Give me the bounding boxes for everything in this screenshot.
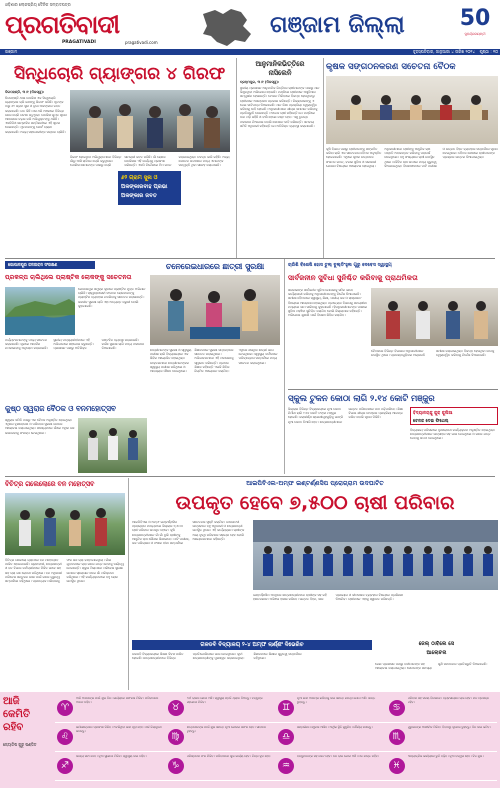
story-12-headline-line-2: ଆଲୋଚନା — [426, 650, 447, 656]
taurus-icon: ♉ — [168, 700, 184, 716]
paper-website: pragativadi.com — [125, 40, 158, 45]
horoscope-title-1: ଆଜି — [3, 696, 20, 707]
story-1-text-cont: ଗିରଫ ହୋଇଥିବା ଅଭିଯୁକ୍ତମାନେ ବିଭିନ୍ନ ଗାଁରୁ ଆସି ରାତିରେ ଚୋରି କରୁଥିଲେ। ପୋଲିସ ସେମାନଙ୍କ ପାଖରୁ ଚୋରି ସାମଗ୍ରୀ ଜବତ କରିଛି। ଗାଁ ଲୋକେ ପୋଲିସର ଏହି କାର୍ଯ୍ୟକୁ ପ୍ରଶଂସା କରିଛନ୍ତି। ଏସପି ନିର୍ଦ୍ଦେଶରେ ଟିମ ଗଠନ କରାଯାଇଥିଲା। ତଦନ୍ତ ଜାରି ରହିଛି। ଅନ୍ୟ କେତେକ ଘଟଣାରେ ମଧ୍ୟ ଏମାନଙ୍କ ସମ୍ପୃକ୍ତି ଥିବା ସନ୍ଦେହ କରାଯାଉଛି। — [70, 155, 230, 168]
story-1-headline: ସିନ୍ଧିଚୋରି ଗ୍ୟାଙ୍ଗର ୪ ଗିରଫ — [14, 64, 226, 84]
story-2-headline-line-1: ଆନୁମାନିକଭିତ୍ତିରେ — [255, 60, 305, 68]
zodiac-aries: ♈ ଆଜି ଆପଣଙ୍କ ପାଇଁ ଶୁଭ ଦିନ। କାର୍ଯ୍ୟରେ ସଫଳତା ମିଳିବ। ପରିବାରରେ ଆନନ୍ଦ ରହିବ। — [55, 694, 166, 722]
cancer-icon: ♋ — [389, 700, 405, 716]
zodiac-taurus: ♉ ଅର୍ଥ ଲାଭର ଯୋଗ ଅଛି। ସ୍ୱାସ୍ଥ୍ୟ ପ୍ରତି ଧ୍ୟାନ ଦିଅନ୍ତୁ। ବନ୍ଧୁଙ୍କ ସହଯୋଗ ମିଳିବ। — [166, 694, 277, 722]
story-9-photo — [5, 493, 125, 555]
zodiac-sagittarius: ♐ ଭାଗ୍ୟ ସାଥ ଦେବ। ନୂଆ ସୁଯୋଗ ମିଳିବ। ସ୍ୱାସ୍ଥ୍ୟ ଭଲ ରହିବ। — [55, 752, 166, 780]
story-10-kicker: ଆଇପିବିଏଲ-ଅମ୍ଫ ଇଣ୍ଟର୍ଣ୍ଣସିପ ପ୍ରୋଗ୍ରାମ ଉଦଘାଟିତ — [246, 480, 384, 487]
date-line: ବୃହସ୍ପତିବାର, ଜାନୁଆରୀ ୪ ତାରିଖ ୨୦୨୪ — [413, 49, 475, 54]
story-5-text: ଗୋପାଳପୁର ସମୁଦ୍ର କୂଳରେ ପ୍ଲାଷ୍ଟିକ ମୁକ୍ତ ଅଭିଯାନ ଚାଲିଛି। ସ୍ୱେଚ୍ଛାସେବୀ ସଂଗଠନ ଲୋକମାନଙ୍କୁ ପ୍ଲାଷ୍ଟିକ ବ୍ୟବହାର ନକରିବାକୁ ସଚେତନ କରାଉଛନ୍ତି। ଜଳଜୀବ ସୁରକ୍ଷା ଲାଗି ଏହା ଅତ୍ୟନ୍ତ ଜରୁରୀ ବୋଲି କୁହାଯାଇଛି। — [78, 287, 146, 308]
story-7-headline: କୁଷ୍ଠ ସ୍ୱରାଜ ବୈଠକ ଓ ବନମହୋତ୍ସବ — [5, 404, 116, 413]
horoscope-header — [3, 695, 53, 785]
story-10-headline: ଉପକୃତ ହେବେ ୭,୫୦୦ ଚାଷୀ ପରିବାର — [175, 492, 455, 514]
row-rule-2 — [5, 476, 495, 477]
story-5-tag: ଗୋପାଳପୁର ଜଳଜୀବନ ସଂରକ୍ଷଣ — [5, 261, 95, 269]
story-5-photo — [5, 287, 75, 335]
story-8-kicker-line-2: ଚେଳକ ଦେଇ ଫିଥେଲ୍ — [413, 417, 449, 423]
story-12-headline — [375, 640, 498, 660]
story-8-headline: ସ୍କୁଲ ଟୁକନ କୋଠା ଲାଗି ୨.୧୪ କୋଟି ମଞ୍ଜୁର — [288, 393, 435, 403]
story-8-kicker-box — [410, 407, 498, 425]
horoscope-title-3: ରହିବ — [3, 722, 24, 733]
story-10-photo — [253, 520, 498, 590]
aquarius-icon: ♒ — [278, 758, 294, 774]
column-rule — [236, 58, 237, 258]
story-5-text-cont: ପର୍ଯ୍ୟଟକମାନଙ୍କୁ ମଧ୍ୟ ସଚେତନ କରାଯାଉଛି। କୂଳରେ ଆବର୍ଜନା ନପକାଇବାକୁ ଅନୁରୋଧ କରାଯାଇଛି। ସ୍ଥାନୀୟ ମତ୍ସ୍ୟଜୀବୀମାନେ ଏହି ଅଭିଯାନରେ ସହଯୋଗ କରୁଛନ୍ତି। ପ୍ରଶାସନ ପକ୍ଷରୁ ଅତିରିକ୍ତ ଡଷ୍ଟବିନ ବ୍ୟବସ୍ଥା କରାଯାଇଛି। କଇଁଛ ସୁରକ୍ଷା ଲାଗି ମଧ୍ୟ ପଦକ୍ଷେପ ନିଆଯାଇଛି। — [5, 338, 145, 351]
story-1-highlight-box — [118, 171, 181, 205]
paper-name-en: PRAGATIVADI — [62, 40, 96, 45]
column-rule-3 — [284, 259, 285, 474]
story-3-text: କୃଷି ବିଭାଗ ପକ୍ଷରୁ ଚାଷୀମାନଙ୍କୁ ସଙ୍ଗଠିତ କରିବା ଲାଗି ଏକ ସଚେତନତା ବୈଠକ ଅନୁଷ୍ଠିତ ହୋଇଯାଇଛି। ଏଥିରେ କୃଷକ ଉତ୍ପାଦକ ସଂଗଠନ ଗଠନ, ବଜାର ସୁବିଧା ଓ ସରକାରୀ ଯୋଜନା ବିଷୟରେ ଆଲୋଚନା ହୋଇଥିଲା। ଅଧିକାରୀମାନେ ଚାଷୀଙ୍କୁ ଆଧୁନିକ ଚାଷ ପଦ୍ଧତି ଅବଲମ୍ବନ କରିବାକୁ ପରାମର୍ଶ ଦେଇଥିଲେ। ବହୁ ସଂଖ୍ୟାରେ ଚାଷୀ ଉପସ୍ଥିତ ଥିଲେ। ଜୈବିକ ଚାଷ ଉପରେ ମଧ୍ୟ ଗୁରୁତ୍ୱ ଦିଆଯାଇଥିଲା। ବିଶେଷଜ୍ଞମାନେ ମାଟି ପରୀକ୍ଷା ଓ ଉନ୍ନତ ବିହନ ବ୍ୟବହାର ସମ୍ପର୍କରେ ସୂଚନା ଦେଇଥିଲେ। ବୈଠକ ଶେଷରେ ଚାଷୀମାନଙ୍କ ପ୍ରଶ୍ନର ଉତ୍ତର ଦିଆଯାଇଥିଲା। — [326, 147, 498, 168]
story-9-text: ବିଚିତ୍ର ଗଲେଲୋ ଗ୍ରାମରେ ବନ ମହୋତ୍ସବ ପାଳିତ ହୋଇଯାଇଛି। ଗ୍ରାମବାସୀ, ଛାତ୍ରଛାତ୍ରୀ ଓ ବନ ବିଭାଗ କର୍ମଚାରୀମାନେ ମିଳିତ ଭାବେ ଶହ ଶହ ଚାରା ଗଛ ରୋପଣ କରିଥିଲେ। ବନ ଅଧିକାରୀ ପରିବେଶ ସନ୍ତୁଳନ ରକ୍ଷା ପାଇଁ ଗଛର ଗୁରୁତ୍ୱ ସମ୍ପର୍କରେ କହିଥିଲେ। ପ୍ରତ୍ୟେକ ପରିବାରକୁ ଫଳ ଗଛ ଚାରା ବଣ୍ଟାଯାଇଥିଲା। ଗାଁର ଯୁବକମାନେ ଚାରା ଗଛର ଯତ୍ନ ନେବାକୁ ଦାୟିତ୍ୱ ନେଇଛନ୍ତି। ସ୍କୁଲ ପିଲାମାନେ ପରିବେଶ ସୁରକ୍ଷା ଉପରେ ସ୍ଲୋଗାନ ଦେଇ ଗାଁ ପରିକ୍ରମା କରିଥିଲେ। ଏହି କାର୍ଯ୍ୟକ୍ରମରେ ବହୁ ଲୋକ ଉପସ୍ଥିତ ଥିଲେ। — [5, 558, 124, 584]
capricorn-icon: ♑ — [168, 758, 184, 774]
story-11-headline: ଗଳଡବି ବିଦ୍ୟାଳୟ ୨-୪ ଅମ୍ଫ ଲାର୍ଣ୍ଣଂ ଦିଭେରିଚ — [200, 642, 304, 648]
anniversary-number: 50 — [459, 6, 491, 31]
sagittarius-icon: ♐ — [57, 758, 73, 774]
story-6-headline: ସାର୍ବଜନୀନ ସୁବିଧା ସୁନିଶ୍ଚିତ କରିବାକୁ ପ୍ରାଥମିକତା — [288, 273, 418, 282]
story-8-kicker-line-1: ବିଦ୍ୟାଳୟକୁ କୁକ୍ କୁଲିଆ — [413, 410, 453, 415]
story-8-text: ଜିଲ୍ଲାର ବିଭିନ୍ନ ବିଦ୍ୟାଳୟରେ ନୂଆ କୋଠା ନିର୍ମାଣ ଲାଗି ୨.୧୪ କୋଟି ଟଙ୍କା ମଞ୍ଜୁର ହୋଇଛି। ଜରାଜୀର୍ଣ୍ଣ ଶ୍ରେଣୀଗୃହଗୁଡ଼ିକୁ ଭାଙ୍ଗି ନୂଆ କୋଠା ତିଆରି ହେବ। ଛାତ୍ରଛାତ୍ରୀମାନେ ଉନ୍ନତ ପରିବେଶରେ ପାଠ ପଢ଼ିପାରିବେ। ଶିକ୍ଷା ବିଭାଗ ଶୀଘ୍ର ଟେଣ୍ଡର ପ୍ରକ୍ରିୟା ଆରମ୍ଭ କରିବ ବୋଲି ସୂଚନା ମିଳିଛି। — [288, 407, 404, 424]
zodiac-cancer: ♋ ପରିବାର ସହ ସମୟ ବିତାଇବେ। ବ୍ୟବସାୟରେ ଲାଭ ହେବ। ମନ ପ୍ରସନ୍ନ ରହିବ। — [387, 694, 498, 722]
zodiac-libra: ♎ ସମ୍ପର୍କରେ ମଧୁରତା ଆସିବ। ଆର୍ଥିକ ସ୍ଥିତି ସୁଧୁରିବ। ଧୈର୍ଯ୍ୟ ରଖନ୍ତୁ। — [276, 723, 387, 751]
story-4-photo — [150, 275, 280, 345]
anniversary-logo — [455, 6, 495, 46]
story-8-rule — [288, 389, 498, 390]
story-9-headline: ବିଚିତ୍ର ଗଲେଲୋରେ ବନ ମହୋତ୍ସବ — [5, 481, 95, 488]
story-4-text: ଛାତ୍ରୀମାନଙ୍କ ସୁରକ୍ଷା ଓ ସ୍ୱାସ୍ଥ୍ୟ ପରୀକ୍ଷା ଲାଗି ବିଦ୍ୟାଳୟରେ ଏକ ଶିବିର ଆୟୋଜିତ ହୋଇଥିଲା। ଡାକ୍ତରମାନେ ଛାତ୍ରୀମାନଙ୍କର ସ୍ୱାସ୍ଥ୍ୟ ପରୀକ୍ଷା କରିଥିଲେ ଓ ଆବଶ୍ୟକ ଔଷଧ ଦେଇଥିଲେ। ଶିକ୍ଷକମାନେ ସୁରକ୍ଷା ସମ୍ବନ୍ଧରେ ସଚେତନ କରାଇଥିଲେ। ଅଭିଭାବକମାନେ ଏହି ପଦକ୍ଷେପକୁ ସ୍ୱାଗତ କରିଛନ୍ତି। ପ୍ରଧାନ ଶିକ୍ଷକ କହିଛନ୍ତି ଏଭଳି ଶିବିର ନିୟମିତ ଆୟୋଜନ କରାଯିବ। ଏଥିରେ ଶତାଧିକ ଛାତ୍ରୀ ଭାଗ ନେଇଥିଲେ। ସ୍ୱାସ୍ଥ୍ୟ କର୍ମୀମାନେ ପରିଚ୍ଛନ୍ନତା ସମ୍ପର୍କରେ ମଧ୍ୟ ସଚେତନ କରାଇଥିଲେ। — [150, 348, 278, 374]
story-1-photo — [70, 90, 230, 152]
tagline: ଓଡ଼ିଶାର ଲୋକପ୍ରିୟ ଦୈନିକ ସମ୍ବାଦପତ୍ର — [5, 2, 71, 7]
story-10-text: ଆଇପିବିଏଲ ଓ ଅମ୍ଫ ଇଣ୍ଟର୍ଣ୍ଣସିପ ପ୍ରୋଗ୍ରାମ ମାଧ୍ୟମରେ ଜିଲ୍ଲାର ୭,୫୦୦ ଚାଷୀ ପରିବାର ଉପକୃତ ହେବେ। କୃଷି ଛାତ୍ରଛାତ୍ରୀମାନେ ଗାଁ ଗାଁ ବୁଲି ଚାଷୀଙ୍କୁ ଆଧୁନିକ ଚାଷ କୌଶଳ ଶିଖାଇବେ। ମାଟି ପରୀକ୍ଷା, ଜଳ ପରିଚାଳନା ଓ ଫସଲ ବୀମା ସମ୍ପର୍କରେ ସଚେତନତା ସୃଷ୍ଟି କରାଯିବ। ଉଦଘାଟନୀ ଉତ୍ସବରେ ବହୁ ଅଧିକାରୀ ଓ ଛାତ୍ରଛାତ୍ରୀ ଉପସ୍ଥିତ ଥିଲେ। ଏହି କାର୍ଯ୍ୟକ୍ରମ ଚାଷୀଙ୍କ ଆୟ ବୃଦ୍ଧି କରିବାରେ ସହାୟକ ହେବ ବୋଲି ଆୟୋଜକମାନେ କହିଛନ୍ତି। — [132, 520, 245, 546]
zodiac-pisces: ♓ ଆଧ୍ୟାତ୍ମିକ କାର୍ଯ୍ୟରେ ରୁଚି ବଢ଼ିବ। ନୂଆ ବନ୍ଧୁତା ହେବ। ଦିନ ଶୁଭ। — [387, 752, 498, 780]
libra-icon: ♎ — [278, 729, 294, 745]
column-rule-2 — [323, 58, 324, 258]
district-map-icon — [197, 6, 257, 48]
aries-icon: ♈ — [57, 700, 73, 716]
zodiac-gemini: ♊ ନୂଆ କାମ ଆରମ୍ଭ କରିବାକୁ ଭଲ ସମୟ। ଯାତ୍ରା ଯୋଗ ଅଛି। ଶାନ୍ତ ରୁହନ୍ତୁ। — [276, 694, 387, 722]
story-12-text: ଜେଲ ପ୍ରଶାସନ ପକ୍ଷରୁ ବନ୍ଦୀମାନଙ୍କ ସହ ଆଲୋଚନା କରାଯାଇଥିଲା। ସେମାନଙ୍କ ସମସ୍ୟା ଶୁଣି ସମାଧାନର ପ୍ରତିଶ୍ରୁତି ଦିଆଯାଇଛି। — [375, 662, 488, 671]
zodiac-scorpio: ♏ ଗୁରୁଜନଙ୍କ ଆଶୀର୍ବାଦ ମିଳିବ। ବିବାଦରୁ ଦୂରେଇ ରୁହନ୍ତୁ। ଦିନ ଭଲ କଟିବ। — [387, 723, 498, 751]
story-6-text: ସରକାରଙ୍କ ସାର୍ବଜନୀନ ସୁବିଧା ଯୋଜନାକୁ ସଠିକ ଭାବେ କାର୍ଯ୍ୟକାରୀ କରିବାକୁ ଅଧିକାରୀମାନଙ୍କୁ ନିର୍ଦ୍ଦେଶ ଦିଆଯାଇଛି। ସମୀକ୍ଷା ବୈଠକରେ ସ୍ୱାସ୍ଥ୍ୟ, ଶିକ୍ଷା, ପାନୀୟ ଜଳ ଓ ରାସ୍ତାଘାଟ ବିଷୟରେ ଆଲୋଚନା ହୋଇଥିଲା। ପ୍ରତ୍ୟେକ ବିଭାଗକୁ ସମୟସୀମା ମଧ୍ୟରେ କାମ ସାରିବାକୁ କୁହାଯାଇଛି। ହିତାଧିକାରୀମାନଙ୍କ ପାଖରେ ସୁବିଧା ପହଞ୍ଚିବା ସୁନିଶ୍ଚିତ କରାଯିବ ବୋଲି ଜିଲ୍ଲାପାଳ କହିଛନ୍ତି। ଅଭିଯୋଗ ଶୁଣାଣି ପାଇଁ ବିଶେଷ ଶିବିର କରାଯିବ। — [288, 288, 368, 318]
district-title: ଗଞ୍ଜାମ ଜିଲ୍ଲା — [270, 12, 405, 38]
story-6-photo — [371, 288, 498, 346]
scorpio-icon: ♏ — [389, 729, 405, 745]
story-7-text: ସ୍ୱରାଜ ସମିତି ପକ୍ଷରୁ ଏକ ବୈଠକ ଅନୁଷ୍ଠିତ ହୋଇଥିଲା। ଏଥିରେ ବୃକ୍ଷରୋପଣ ଓ ପରିବେଶ ସୁରକ୍ଷା ଉପରେ ଆଲୋଚନା କରାଯାଇଥିଲା। ସଦସ୍ୟମାନେ ଗାଁରେ ଅଧିକ ଗଛ ଲଗାଇବାକୁ ସଂକଳ୍ପ ନେଇଥିଲେ। — [5, 418, 75, 435]
paper-logo: ପ୍ରଗତିବାଦୀ — [5, 10, 120, 39]
story-6-headline-kicker: ଚାରିଶି ବିଶେଷି ହୋସ ଚୁଲ୍ ବୁଲ୍ଡିଂହୁଲ ଗୁରୁ ଦେବେସ ସ୍ୱାସ୍ଥ୍ୟ — [288, 263, 392, 268]
story-2-headline-line-2: ନାସିଲେନି — [268, 69, 292, 77]
story-1-box-line-1: ୬୨ ଗ୍ରାମ ସୁନା ଓ — [121, 175, 158, 181]
horoscope-grid — [55, 694, 497, 786]
story-1-box-line-3: ଅଳଙ୍କାର ଜବତ — [121, 193, 157, 199]
story-3-photo — [326, 76, 498, 144]
story-12-headline-line-1: ଜେଲ୍ ଠାବିଲେ ସେ — [418, 641, 455, 647]
pisces-icon: ♓ — [389, 758, 405, 774]
page-label: ଗଞ୍ଜାମ — [5, 49, 18, 54]
anniversary-label: ସୁବର୍ଣ୍ଣଜୟନ୍ତୀ — [464, 32, 486, 36]
story-6-text-cont: ବୈଠକରେ ବିଭିନ୍ନ ବିଭାଗର ଅଧିକାରୀମାନେ ଉପସ୍ଥିତ ଥିଲେ। ପ୍ରକଳ୍ପଗୁଡ଼ିକର ଅଗ୍ରଗତି ସମୀକ୍ଷା କରାଯାଇଥିଲା। ବିଳମ୍ବ ହେଉଥିବା କାମକୁ ତ୍ୱରାନ୍ୱିତ କରିବାକୁ ନିର୍ଦ୍ଦେଶ ଦିଆଯାଇଛି। — [371, 349, 495, 358]
story-4-headline: ଚନେରେଇଧାରରେ ଛାତ୍ରୀ ସୁରକ୍ଷା — [165, 262, 265, 271]
leo-icon: ♌ — [57, 729, 73, 745]
story-2-headline — [240, 60, 320, 78]
story-3-headline: କୃଷକ ସଙ୍ଗଠନକରଣ ସଚେତନା ବୈଠକ — [326, 62, 456, 72]
zodiac-capricorn: ♑ ପରିଶ୍ରମର ଫଳ ମିଳିବ। ପରିବାରରେ ଶୁଭ କାର୍ଯ୍ୟ ହେବ। ଚିନ୍ତା ଦୂର ହେବ। — [166, 752, 277, 780]
story-10-text-cont: ଇଣ୍ଟର୍ଣ୍ଣସିପ ଅବଧିରେ ଛାତ୍ରଛାତ୍ରୀମାନେ ଚାଷୀଙ୍କ ସହ ରହି ହାତେକଲମେ ଅଭିଜ୍ଞତା ହାସଲ କରିବେ। ଉନ୍ନତ ବିହନ, ସାର ପ୍ରୟୋଗ ଓ କୀଟନାଶକ ବ୍ୟବହାର ବିଷୟରେ ପ୍ରଶିକ୍ଷଣ ଦିଆଯିବ। ଚାଷୀମାନେ ଏହାକୁ ସ୍ୱାଗତ କରିଛନ୍ତି। — [253, 593, 403, 602]
story-8-kicker-text: ବିଦ୍ୟାଳୟ ପରିସରରେ ବୃକ୍ଷରୋପଣ କାର୍ଯ୍ୟକ୍ରମ ଅନୁଷ୍ଠିତ ହୋଇଥିଲା। ଛାତ୍ରଛାତ୍ରୀମାନେ ଉତ୍ସାହର ସହ ଭାଗ ନେଇଥିଲେ ଓ ଗଛର ଯତ୍ନ ନେବାକୁ ଶପଥ ନେଇଥିଲେ। — [410, 428, 496, 441]
zodiac-aquarius: ♒ ବନ୍ଧୁମାନଙ୍କ ସହ ଭେଟ ହେବ। ଧନ ଲାଭ ଯୋଗ ଅଛି। ମନ ଶାନ୍ତ ରହିବ। — [276, 752, 387, 780]
horoscope-author: ଜ୍ୟୋତିଷ ଗୁରୁ ପଣ୍ଡିତ — [3, 742, 37, 747]
zodiac-virgo: ♍ ଛାତ୍ରମାନଙ୍କ ପାଇଁ ଶୁଭ ସମୟ। ନୂଆ ଯୋଜନା ସଫଳ ହେବ। ସାବଧାନ ରୁହନ୍ତୁ। — [166, 723, 277, 751]
row-rule-1 — [5, 258, 495, 259]
zodiac-leo: ♌ କର୍ମକ୍ଷେତ୍ରରେ ପ୍ରଶଂସା ମିଳିବ। ଅଟକିଥିବା କାମ ପୂରା ହେବ। ଖର୍ଚ୍ଚ ନିୟନ୍ତ୍ରଣ କରନ୍ତୁ। — [55, 723, 166, 751]
virgo-icon: ♍ — [168, 729, 184, 745]
story-2-byline: ବ୍ରହ୍ମପୁର, ୩।୧ (ନିଜସ୍ୱ): — [240, 80, 280, 84]
story-1-text: ଦିଗପହଣ୍ଡି ଥାନା ପୋଲିସ ଏକ ସିନ୍ଧିଚୋରି ଗ୍ୟାଙ୍ଗର ଚାରି ଜଣଙ୍କୁ ଗିରଫ କରିଛି। ଧୃତଙ୍କ ଠାରୁ ୬୨ ଗ୍ରାମ ସୁନା ଓ ରୂପା ଅଳଙ୍କାର ଜବତ କରାଯାଇଛି। ଗତ କିଛି ମାସ ଧରି ଅଞ୍ଚଳରେ ବିଭିନ୍ନ ଘରେ ଚୋରି ଘଟଣା ଘଟୁଥିଲା। ପୋଲିସ ଗୁପ୍ତ ସୂଚନା ଆଧାରରେ ଚଢ଼ଉ କରି ଅଭିଯୁକ୍ତଙ୍କୁ ଧରିଛି। ଏସଡିପିଓ ସାମ୍ବାଦିକ ସମ୍ମିଳନୀରେ ଏହି ସୂଚନା ଦେଇଛନ୍ତି। ଧୃତମାନଙ୍କୁ କୋର୍ଟ ଚାଲାଣ କରାଯାଇଛି। ଅନ୍ୟ ସହଯୋଗୀଙ୍କ ସନ୍ଧାନ ଚାଲିଛି। — [5, 96, 67, 134]
story-7-photo — [78, 418, 147, 473]
horoscope-title-2: କେମିତି — [3, 709, 31, 720]
page-number: ପୃଷ୍ଠା : ୧୦ — [479, 49, 498, 54]
gemini-icon: ♊ — [278, 700, 294, 716]
story-1-box-line-2: ଅଳଙ୍କାରବାହ ପ୍ରଭା — [121, 184, 168, 190]
story-1-byline: ଦିଗପହଣ୍ଡି, ୩।୧ (ନିଜସ୍ୱ): — [5, 90, 45, 94]
story-11-text: ଗଳଡବି ବିଦ୍ୟାଳୟରେ ଶିକ୍ଷଣ ଦିବସ ପାଳିତ ହୋଇଛି। ଛାତ୍ରଛାତ୍ରୀମାନେ ବିଭିନ୍ନ ପ୍ରତିଯୋଗିତାରେ ଭାଗ ନେଇଥିଲେ। କୃତୀ ଛାତ୍ରଛାତ୍ରୀଙ୍କୁ ପୁରସ୍କୃତ କରାଯାଇଥିଲା। ଶିକ୍ଷକମାନେ ଶିକ୍ଷାର ଗୁରୁତ୍ୱ ସମ୍ପର୍କରେ କହିଥିଲେ। — [132, 652, 302, 661]
story-5-headline: ପ୍ରକଳ୍ପ ଚାଲିଥିଲେ ପ୍ଲାଷ୍ଟିକ ଲୋକଙ୍କୁ ସଚେତନତା — [5, 274, 132, 281]
story-2-text: ସ୍ଥାନୀୟ ପ୍ରଶାସନ ଆନୁମାନିକ ଭିତ୍ତିରେ ଚାଷୀମାନଙ୍କ ପାଖରୁ ଧାନ କିଣୁନଥିବା ଅଭିଯୋଗ ହୋଇଛି। ମଣ୍ଡିରେ ଚାଷୀମାନେ ଅସୁବିଧାର ସମ୍ମୁଖୀନ ହେଉଛନ୍ତି। ଟୋକନ ମିଳିବାରେ ବିଳମ୍ବ ହେଉଥିବାରୁ ଚାଷୀମାନେ ଅସନ୍ତୋଷ ପ୍ରକାଶ କରିଛନ୍ତି। ଜିଲ୍ଲାପାଳଙ୍କୁ ଏ ନେଇ ଦାବିପତ୍ର ଦିଆଯାଇଛି। ଧାନ କିଣା ପ୍ରକ୍ରିୟା ତ୍ୱରାନ୍ୱିତ କରିବାକୁ ଦାବି ହୋଇଛି। ଅଧିକାରୀମାନେ ଶୀଘ୍ର ସମାଧାନ କରିବାକୁ ପ୍ରତିଶ୍ରୁତି ଦେଇଛନ୍ତି। ଅନେକ ଚାଷୀ କହିଛନ୍ତି ଯେ ମଣ୍ଡିରେ ଧାନ ପଡ଼ି ରହିଛି ଓ ବର୍ଷା ହେଲେ ନଷ୍ଟ ହେବ। ଏଣୁ ତୁରନ୍ତ ପଦକ୍ଷେପ ନିଆଯାଉ ବୋଲି ସେମାନେ ଦାବି କରିଛନ୍ତି। ସମବାୟ ସମିତି ଅଧିକାରୀ କହିଛନ୍ତି ଯେ ଅତିରିକ୍ତ ବ୍ୟବସ୍ଥା କରାଯାଉଛି। — [240, 86, 320, 128]
column-rule-4 — [128, 478, 129, 690]
